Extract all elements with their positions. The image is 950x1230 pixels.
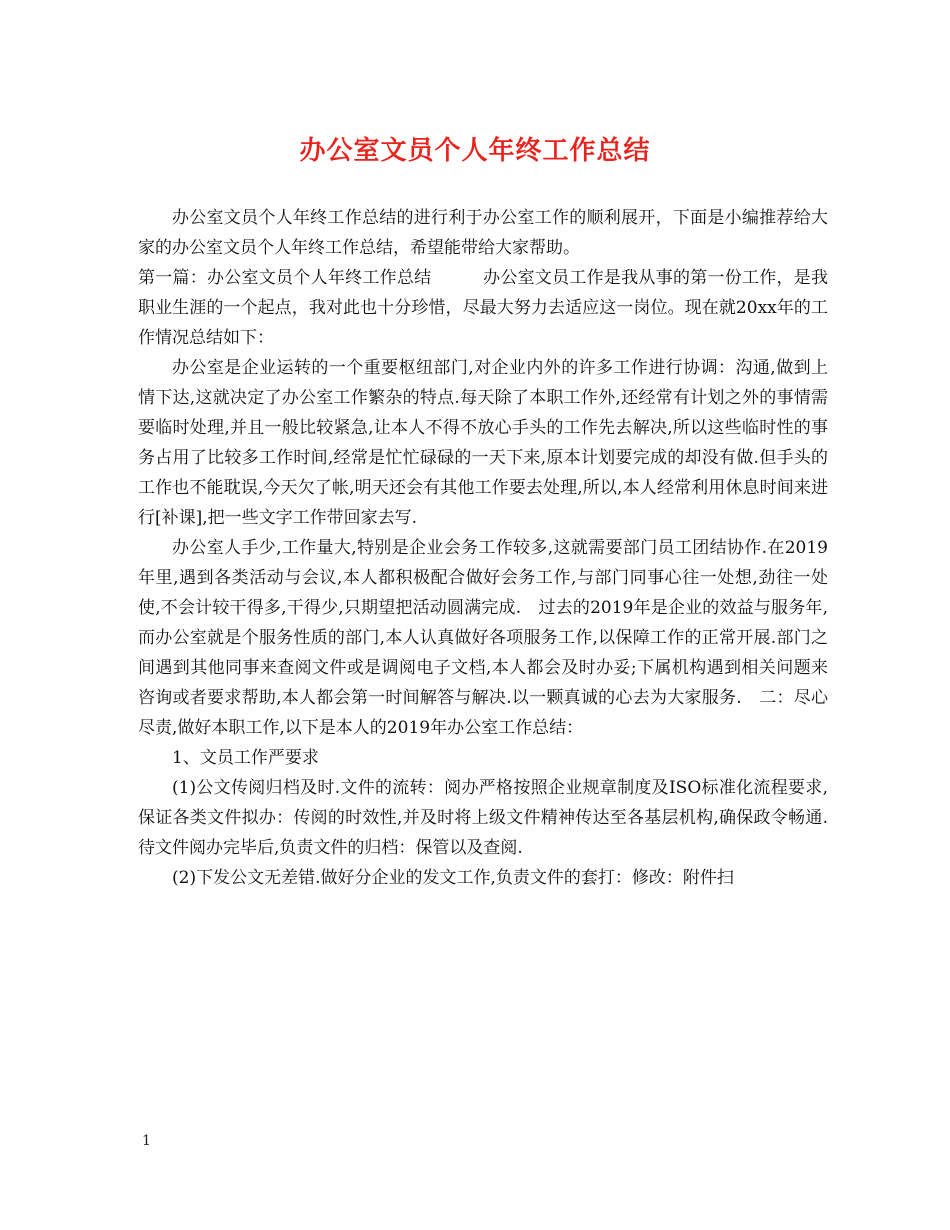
document-title: 办公室文员个人年终工作总结 xyxy=(299,136,651,166)
paragraph-item-1: (1)公文传阅归档及时.文件的流转：阅办严格按照企业规章制度及ISO标准化流程要求,保证各类文件拟办：传阅的时效性,并及时将上级文件精神传达至各基层机构,确保政令畅通.待文件阅办完毕后,负责文件的归档：保管以及查阅. xyxy=(138,778,828,858)
paragraph-office-role: 办公室是企业运转的一个重要枢纽部门,对企业内外的许多工作进行协调：沟通,做到上情下达,这就决定了办公室工作繁杂的特点.每天除了本职工作外,还经常有计划之外的事情需要临时处理,并且一般比较紧急,让本人不得不放心手头的工作先去解决,所以这些临时性的事务占用了比较多工作时间,经常是忙忙碌碌的一天下来,原本计划要完成的却没有做.但手头的工作也不能耽误,今天欠了帐,明天还会有其他工作要去处理,所以,本人经常利用休息时间来进行[补课],把一些文字工作带回家去写. xyxy=(138,358,828,528)
paragraph-teamwork: 办公室人手少,工作量大,特别是企业会务工作较多,这就需要部门员工团结协作.在2019年里,遇到各类活动与会议,本人都积极配合做好会务工作,与部门同事心往一处想,劲往一处使,不会计较干得多,干得少,只期望把活动圆满完成. 过去的2019年是企业的效益与服务年,而办公室就是个服务性质的部门,本人认真做好各项服务工作,以保障工作的正常开展.部门之间遇到其他同事来查阅文件或是调阅电子文档,本人都会及时办妥;下属机构遇到相关问题来咨询或者要求帮助,本人都会第一时间解答与解决.以一颗真诚的心去为大家服务. 二：尽心尽责,做好本职工作,以下是本人的2019年办公室工作总结： xyxy=(138,538,828,738)
paragraph-heading-clerk-work: 1、文员工作严要求 xyxy=(172,748,319,768)
paragraph-first-section: 第一篇：办公室文员个人年终工作总结 办公室文员工作是我从事的第一份工作，是我职业生涯的一个起点，我对此也十分珍惜，尽最大努力去适应这一岗位。现在就20xx年的工作情况总结如下： xyxy=(138,268,828,348)
document-body xyxy=(138,203,828,893)
paragraph-intro: 办公室文员个人年终工作总结的进行利于办公室工作的顺利展开，下面是小编推荐给大家的办公室文员个人年终工作总结，希望能带给大家帮助。 xyxy=(138,208,828,258)
paragraph-item-2: (2)下发公文无差错.做好分企业的发文工作,负责文件的套打：修改：附件扫 xyxy=(172,868,734,888)
page-number: 1 xyxy=(142,1133,151,1149)
